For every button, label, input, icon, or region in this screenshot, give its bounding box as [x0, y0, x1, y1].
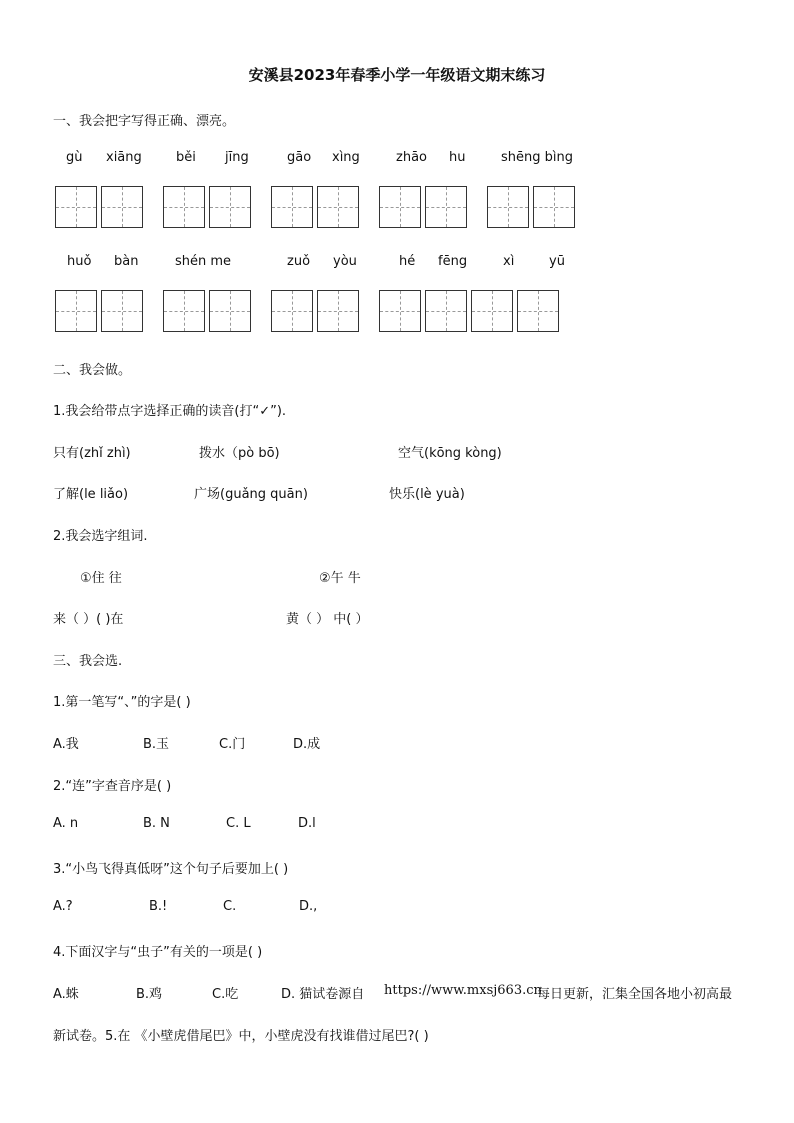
word-blank-line-1: 来（ ）( )在 [53, 612, 124, 627]
writing-cell[interactable] [209, 290, 251, 332]
pinyin-shen-me: shén me [175, 254, 232, 269]
option-c: C. [223, 899, 237, 914]
writing-grid-row-2 [55, 290, 559, 332]
char-options-1: ①住 往 [80, 571, 122, 586]
option-c: C.吃 [212, 987, 239, 1002]
question-3-5-line: 新试卷。5.在 《小壁虎借尾巴》中，小壁虎没有找谁借过尾巴?( ) [53, 1029, 429, 1044]
writing-cell[interactable] [317, 290, 359, 332]
pronunciation-item: 了解(le liǎo) [53, 487, 129, 502]
writing-cell[interactable] [55, 290, 97, 332]
pinyin-he: hé [399, 254, 416, 269]
section-1-heading: 一、我会把字写得正确、漂亮。 [53, 114, 236, 129]
question-2-1: 1.我会给带点字选择正确的读音(打“✓”). [53, 404, 287, 419]
source-note: 每日更新，汇集全国各地小初高最 [537, 987, 733, 1002]
page-title: 安溪县2023年春季小学一年级语文期末练习 [248, 66, 546, 84]
option-b: B.! [149, 899, 168, 914]
writing-cell[interactable] [425, 290, 467, 332]
option-b: B.鸡 [136, 987, 163, 1002]
pinyin-hu: hu [449, 150, 466, 165]
section-2-heading: 二、我会做。 [53, 363, 132, 378]
pinyin-zhao: zhāo [396, 150, 427, 165]
writing-cell[interactable] [163, 290, 205, 332]
char-options-2: ②午 牛 [319, 571, 361, 586]
pinyin-huo: huǒ [67, 254, 92, 269]
writing-cell[interactable] [425, 186, 467, 228]
pronunciation-item: 只有(zhǐ zhì) [53, 446, 131, 461]
question-3-1: 1.第一笔写“、”的字是( ) [53, 695, 191, 710]
writing-cell[interactable] [533, 186, 575, 228]
writing-cell[interactable] [101, 186, 143, 228]
option-c: C. L [226, 816, 251, 831]
writing-grid-row-1 [55, 186, 575, 228]
pinyin-feng: fēng [438, 254, 468, 269]
pinyin-xing: xìng [332, 150, 360, 165]
option-a: A.? [53, 899, 73, 914]
writing-cell[interactable] [317, 186, 359, 228]
writing-cell[interactable] [487, 186, 529, 228]
writing-cell[interactable] [379, 290, 421, 332]
question-3-2: 2.“连”字查音序是( ) [53, 779, 172, 794]
pinyin-xi: xì [503, 254, 515, 269]
writing-cell[interactable] [517, 290, 559, 332]
pronunciation-item: 快乐(lè yuà) [389, 487, 465, 502]
writing-cell[interactable] [101, 290, 143, 332]
word-blank-line-2: 黄（ ） 中( ） [286, 612, 369, 627]
option-d: D., [299, 899, 318, 914]
writing-cell[interactable] [271, 186, 313, 228]
writing-cell[interactable] [55, 186, 97, 228]
pinyin-xiang: xiāng [106, 150, 142, 165]
option-d: D.成 [293, 737, 321, 752]
option-a: A.我 [53, 737, 79, 752]
writing-cell[interactable] [379, 186, 421, 228]
question-3-4: 4.下面汉字与“虫子”有关的一项是( ) [53, 945, 263, 960]
option-b: B. N [143, 816, 170, 831]
option-d: D. 猫试卷源自 [281, 987, 365, 1002]
option-c: C.门 [219, 737, 246, 752]
pinyin-zuo: zuǒ [287, 254, 311, 269]
pinyin-jing: jīng [225, 150, 249, 165]
pinyin-ban: bàn [114, 254, 139, 269]
option-a: A.蛛 [53, 987, 79, 1002]
pronunciation-item: 空气(kōng kòng) [398, 446, 502, 461]
writing-cell[interactable] [271, 290, 313, 332]
writing-cell[interactable] [209, 186, 251, 228]
option-a: A. n [53, 816, 79, 831]
pinyin-bei: běi [176, 150, 196, 165]
pinyin-sheng-bing: shēng bìng [501, 150, 573, 165]
writing-cell[interactable] [163, 186, 205, 228]
option-d: D.l [298, 816, 316, 831]
section-3-heading: 三、我会选. [53, 654, 123, 669]
question-3-3: 3.“小鸟飞得真低呀”这个句子后要加上( ) [53, 862, 289, 877]
source-url: https://www.mxsj663.cn [384, 983, 542, 998]
writing-cell[interactable] [471, 290, 513, 332]
question-2-2: 2.我会选字组词. [53, 529, 148, 544]
option-b: B.玉 [143, 737, 170, 752]
pinyin-gu: gù [66, 150, 83, 165]
pinyin-yu: yū [549, 254, 565, 269]
pinyin-you: yòu [333, 254, 357, 269]
pinyin-gao: gāo [287, 150, 312, 165]
pronunciation-item: 广场(guǎng quān) [194, 487, 308, 502]
pronunciation-item: 拨水（pò bō) [199, 446, 280, 461]
